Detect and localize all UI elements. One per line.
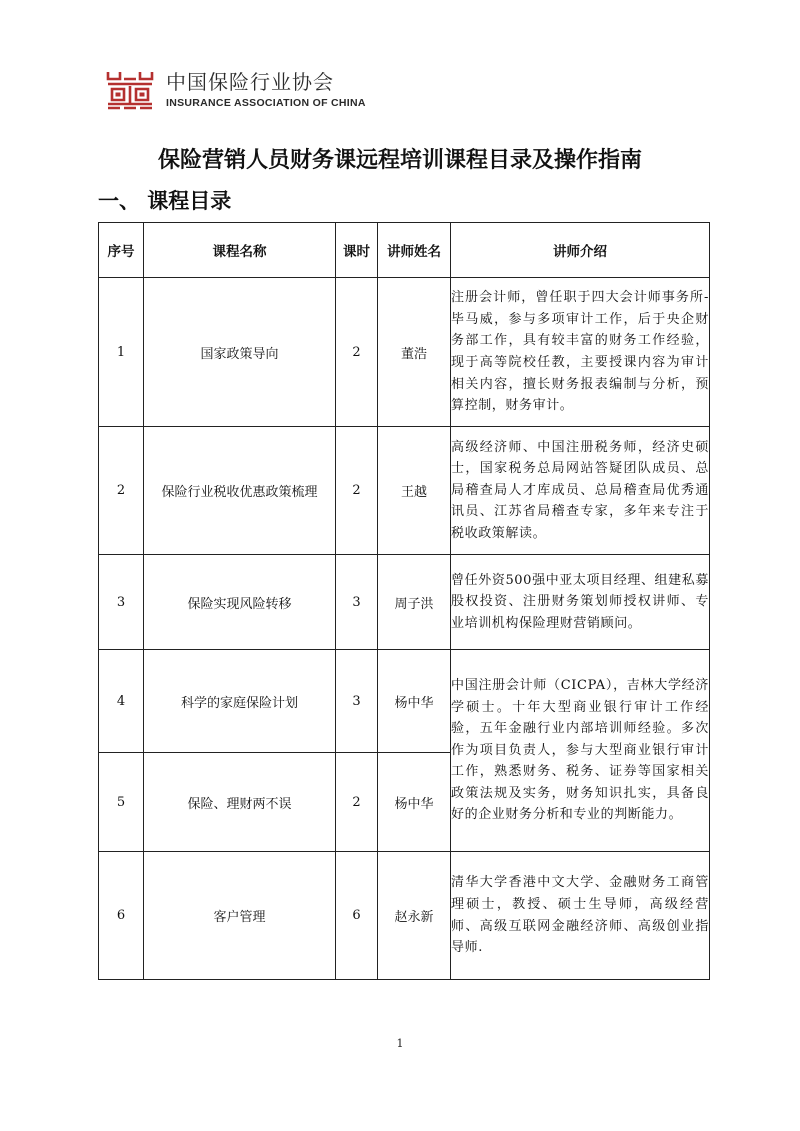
page-number: 1 bbox=[396, 1037, 404, 1050]
cell-lecturer-intro: 中国注册会计师（CICPA），吉林大学经济学硕士。十年大型商业银行审计工作经验，五年金融行业内部培训师经验。多次作为项目负责人，参与大型商业银行审计工作，熟悉财务、税务、证券等国家相关政策法规及实务，财务知识扎实，具备良好的企业财务分析和专业的判断能力。 bbox=[451, 650, 710, 852]
cell-no: 5 bbox=[99, 753, 144, 852]
cell-course-name: 保险行业税收优惠政策梳理 bbox=[144, 427, 336, 555]
cell-course-name: 科学的家庭保险计划 bbox=[144, 650, 336, 753]
org-name-cn: 中国保险行业协会 bbox=[166, 70, 334, 94]
course-table bbox=[98, 222, 710, 980]
iac-logo-icon bbox=[106, 70, 154, 110]
cell-course-name: 保险、理财两不误 bbox=[144, 753, 336, 852]
cell-lecturer: 董浩 bbox=[378, 278, 451, 427]
cell-course-name: 国家政策导向 bbox=[144, 278, 336, 427]
header-hours: 课时 bbox=[336, 223, 378, 278]
cell-lecturer-intro: 曾任外资500强中亚太项目经理、组建私募股权投资、注册财务策划师授权讲师、专业培训机构保险理财营销顾问。 bbox=[451, 555, 710, 650]
cell-no: 6 bbox=[99, 852, 144, 980]
cell-hours: 6 bbox=[336, 852, 378, 980]
cell-hours: 3 bbox=[336, 650, 378, 753]
table-row bbox=[99, 555, 710, 650]
header-course-name: 课程名称 bbox=[144, 223, 336, 278]
cell-no: 1 bbox=[99, 278, 144, 427]
section-title: 一、 课程目录 bbox=[98, 189, 232, 213]
table-row bbox=[99, 278, 710, 427]
cell-lecturer: 王越 bbox=[378, 427, 451, 555]
org-logo bbox=[106, 66, 366, 114]
cell-no: 4 bbox=[99, 650, 144, 753]
table-row bbox=[99, 650, 710, 753]
header-lecturer-intro: 讲师介绍 bbox=[451, 223, 710, 278]
table-row bbox=[99, 852, 710, 980]
cell-lecturer: 赵永新 bbox=[378, 852, 451, 980]
cell-lecturer-intro: 清华大学香港中文大学、金融财务工商管理硕士，教授、硕士生导师，高级经营师、高级互联网金融经济师、高级创业指导师. bbox=[451, 852, 710, 980]
cell-hours: 2 bbox=[336, 427, 378, 555]
header-no: 序号 bbox=[99, 223, 144, 278]
org-name-en: INSURANCE ASSOCIATION OF CHINA bbox=[166, 97, 366, 109]
cell-lecturer: 杨中华 bbox=[378, 650, 451, 753]
cell-hours: 2 bbox=[336, 753, 378, 852]
cell-lecturer-intro: 高级经济师、中国注册税务师，经济史硕士，国家税务总局网站答疑团队成员、总局稽查局人才库成员、总局稽查局优秀通讯员、江苏省局稽查专家，多年来专注于税收政策解读。 bbox=[451, 427, 710, 555]
cell-lecturer: 周子洪 bbox=[378, 555, 451, 650]
cell-course-name: 保险实现风险转移 bbox=[144, 555, 336, 650]
cell-hours: 3 bbox=[336, 555, 378, 650]
cell-no: 2 bbox=[99, 427, 144, 555]
cell-no: 3 bbox=[99, 555, 144, 650]
table-row bbox=[99, 427, 710, 555]
header-lecturer: 讲师姓名 bbox=[378, 223, 451, 278]
cell-lecturer-intro: 注册会计师，曾任职于四大会计师事务所-毕马威，参与多项审计工作，后于央企财务部工作，具有较丰富的财务工作经验，现于高等院校任教，主要授课内容为审计相关内容，擅长财务报表编制与分析，预算控制，财务审计。 bbox=[451, 278, 710, 427]
cell-lecturer: 杨中华 bbox=[378, 753, 451, 852]
cell-hours: 2 bbox=[336, 278, 378, 427]
document-title: 保险营销人员财务课远程培训课程目录及操作指南 bbox=[157, 148, 642, 173]
cell-course-name: 客户管理 bbox=[144, 852, 336, 980]
table-header-row bbox=[99, 223, 710, 278]
